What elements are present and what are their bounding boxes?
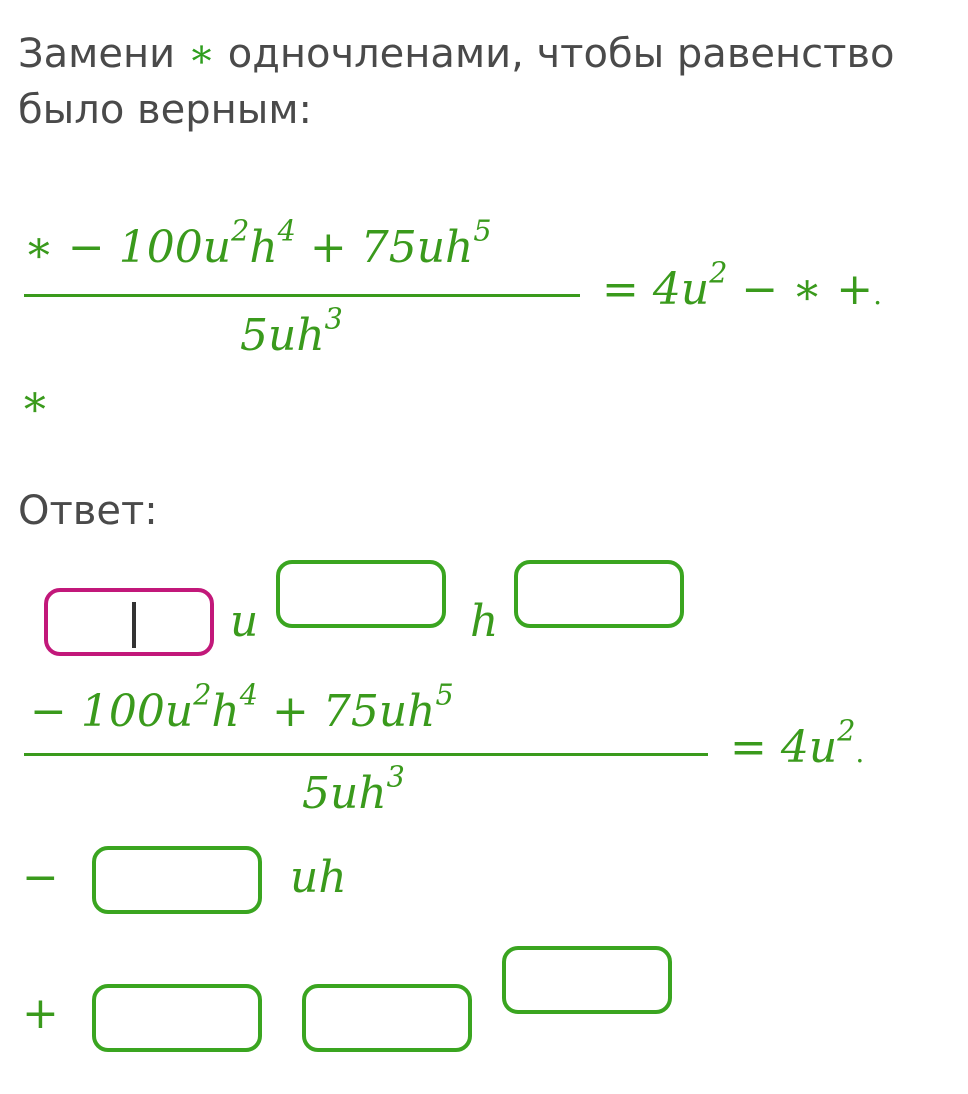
last-base-input[interactable]	[302, 984, 472, 1052]
answer-den: 5uh	[302, 768, 387, 819]
prompt-text-before: Замени	[18, 31, 188, 77]
text-caret	[132, 602, 136, 648]
answer-plus: +	[22, 988, 59, 1039]
wrapped-star: ∗	[20, 376, 50, 427]
equals-sign: =	[602, 264, 639, 315]
rhs-term: 4u	[652, 264, 710, 315]
rhs-star: ∗	[792, 264, 823, 315]
numerator-term2: 75uh	[360, 222, 474, 273]
answer-var-u: u	[230, 596, 259, 647]
equation-numerator	[24, 213, 492, 273]
prompt-text-after: одночленами, чтобы равенство было верным:	[18, 31, 895, 133]
h-exponent-input[interactable]	[514, 560, 684, 628]
answer-num-term1-exp: 2	[193, 677, 212, 712]
numerator-term1-h-exp: 4	[277, 213, 296, 248]
answer-num-term2: 75uh	[322, 686, 436, 737]
fraction-bar	[24, 294, 580, 297]
numerator-star: ∗	[24, 222, 54, 273]
numerator-plus: +	[309, 222, 347, 273]
answer-minus: −	[22, 852, 59, 903]
last-coefficient-input[interactable]	[92, 984, 262, 1052]
numerator-term2-exp: 5	[473, 213, 492, 248]
rhs-dot: .	[873, 278, 882, 311]
answer-num-term1: 100u	[80, 686, 194, 737]
answer-rhs-term: 4u	[780, 722, 838, 773]
answer-num-term1-h: h	[211, 686, 240, 737]
numerator-minus: −	[67, 222, 105, 273]
uh-coefficient-input[interactable]	[92, 846, 262, 914]
answer-fraction-bar	[24, 753, 708, 756]
denominator: 5uh	[240, 310, 325, 361]
coefficient-input[interactable]	[44, 588, 214, 656]
answer-uh: uh	[290, 852, 347, 903]
answer-den-exp: 3	[386, 759, 405, 794]
answer-equals: =	[730, 722, 767, 773]
answer-rhs-exp: 2	[837, 713, 856, 748]
last-exponent-input[interactable]	[502, 946, 672, 1014]
numerator-term1: 100u	[118, 222, 232, 273]
answer-numerator	[30, 677, 454, 737]
answer-rhs	[730, 713, 865, 773]
answer-num-term2-exp: 5	[435, 677, 454, 712]
rhs-minus: −	[741, 264, 779, 315]
numerator-term1-exp: 2	[231, 213, 250, 248]
denominator-exp: 3	[324, 301, 343, 336]
numerator-term1-h: h	[249, 222, 278, 273]
equation-rhs	[602, 255, 882, 315]
answer-num-plus: +	[271, 686, 309, 737]
rhs-exp: 2	[709, 255, 728, 290]
answer-num-term1-h-exp: 4	[239, 677, 258, 712]
equation-denominator	[240, 301, 343, 361]
answer-label: Ответ:	[18, 488, 158, 534]
rhs-plus: +	[836, 264, 874, 315]
u-exponent-input[interactable]	[276, 560, 446, 628]
answer-num-minus: −	[30, 686, 67, 737]
answer-denominator	[302, 759, 405, 819]
task-prompt	[18, 26, 948, 138]
star-symbol: ∗	[187, 31, 215, 77]
answer-var-h: h	[470, 596, 499, 647]
answer-rhs-dot: .	[855, 736, 865, 769]
